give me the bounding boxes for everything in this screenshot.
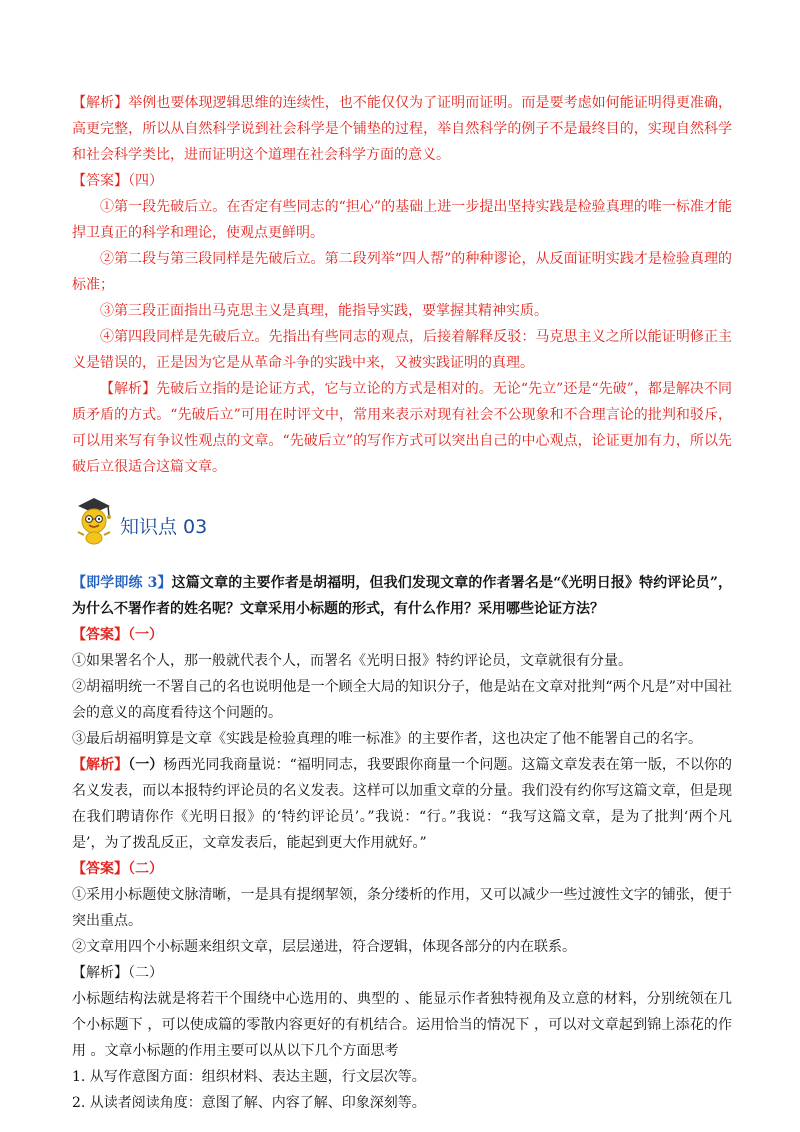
analysis2-point: 1. 从写作意图方面：组织材料、表达主题，行文层次等。: [72, 1069, 426, 1085]
knowledge-point-title: 知识点 03: [120, 515, 208, 538]
answer2-tag: 【答案】: [72, 861, 128, 877]
answer1-item: ①如果署名个人，那一般就代表个人，而署名《光明日报》特约评论员，文章就很有分量。: [72, 653, 632, 669]
analysis2-tag: 【解析】: [100, 381, 157, 397]
knowledge-point-heading: [72, 494, 732, 550]
answer1-number: （一）: [128, 627, 163, 643]
answer2-heading: [72, 856, 732, 882]
answer-tag: 【答案】: [72, 173, 128, 189]
answer-number: （四）: [128, 173, 163, 189]
analysis-paragraph: [72, 90, 732, 168]
answer1-item: ②胡福明统一不署自己的名也说明他是一个顾全大局的知识分子，他是站在文章对批判“两个凡是”对中国社会的意义的高度看待这个问题的。: [72, 679, 732, 721]
exercise-tag: 【即学即练 3】: [72, 575, 172, 591]
analysis-tag: 【解析】: [72, 95, 129, 111]
analysis2-paragraph: [72, 376, 732, 480]
student-mascot-icon: [72, 494, 116, 550]
answer-item: ①第一段先破后立。在否定有些同志的“担心”的基础上进一步提出坚持实践是检验真理的唯一标准才能捍卫真正的科学和理论，使观点更鲜明。: [72, 199, 732, 241]
analysis1-number: （一）: [128, 757, 164, 773]
analysis1-tag: 【解析】: [72, 757, 129, 773]
answer2-item: ②文章用四个小标题来组织文章，层层递进，符合逻辑，体现各部分的内在联系。: [72, 939, 576, 955]
analysis2-text: 先破后立指的是论证方式，它与立论的方式是相对的。无论“先立”还是“先破”，都是解决不同质矛盾的方式。“先破后立”可用在时评文中，常用来表示对现有社会不公现象和不合理言论的批判和驳斥，可以用来写有争议性观点的文章。“先破后立”的写作方式可以突出自己的中心观点，论证更加有力，所以先破后立很适合这篇文章。: [72, 381, 732, 475]
answer1-tag: 【答案】: [72, 627, 128, 643]
answer-item: ②第二段与第三段同样是先破后立。第二段列举“四人帮”的种种谬论，从反面证明实践才是检验真理的标准；: [72, 251, 732, 293]
analysis2-point: 2. 从读者阅读角度：意图了解、内容了解、印象深刻等。: [72, 1095, 426, 1111]
question-text: 这篇文章的主要作者是胡福明，但我们发现文章的作者署名是“《光明日报》特约评论员”，为什么不署作者的姓名呢？文章采用小标题的形式，有什么作用？采用哪些论证方法？: [72, 575, 732, 617]
analysis1-paragraph: [72, 752, 732, 856]
answer1-item: ③最后胡福明算是文章《实践是检验真理的唯一标准》的主要作者，这也决定了他不能署自己的名字。: [72, 731, 702, 747]
analysis2-body: 小标题结构法就是将若干个围绕中心选用的、典型的 、能显示作者独特视角及立意的材料，分别统领在几个小标题下 ，可以使成篇的零散内容更好的有机结合。运用恰当的情况下 ，可以对文章起到锦上添花的作用 。文章小标题的作用主要可以从以下几个方面思考: [72, 991, 732, 1059]
answer-heading: [72, 168, 732, 194]
page-content: [72, 90, 732, 1116]
answer2-number: （二）: [128, 861, 163, 877]
answer1-heading: [72, 622, 732, 648]
exercise-question: [72, 570, 732, 622]
analysis1-text: 杨西光同我商量说：“福明同志，我要跟你商量一个问题。这篇文章发表在第一版，不以你的名义发表，而以本报特约评论员的名义发表。这样可以加重文章的分量。我们没有约你写这篇文章，但是现在我们聘请你作《光明日报》的‘特约评论员’。”我说：“行。”我说：“我写这篇文章，是为了批判‘两个凡是’，为了拨乱反正，文章发表后，能起到更大作用就好。”: [72, 757, 733, 851]
answer2-item: ①采用小标题使文脉清晰，一是具有提纲挈领，条分缕析的作用，又可以减少一些过渡性文字的铺张，便于突出重点。: [72, 887, 732, 929]
analysis2-label: 【解析】（二）: [72, 965, 163, 981]
answer-item: ③第三段正面指出马克思主义是真理，能指导实践，要掌握其精神实质。: [100, 303, 548, 319]
analysis-text: 举例也要体现逻辑思维的连续性，也不能仅仅为了证明而证明。而是要考虑如何能证明得更准确，高更完整，所以从自然科学说到社会科学是个铺垫的过程，举自然科学的例子不是最终目的，实现自然科学和社会科学类比，进而证明这个道理在社会科学方面的意义。: [72, 95, 733, 163]
answer-item: ④第四段同样是先破后立。先指出有些同志的观点，后接着解释反驳：马克思主义之所以能证明修正主义是错误的，正是因为它是从革命斗争的实践中来，又被实践证明的真理。: [72, 329, 732, 371]
